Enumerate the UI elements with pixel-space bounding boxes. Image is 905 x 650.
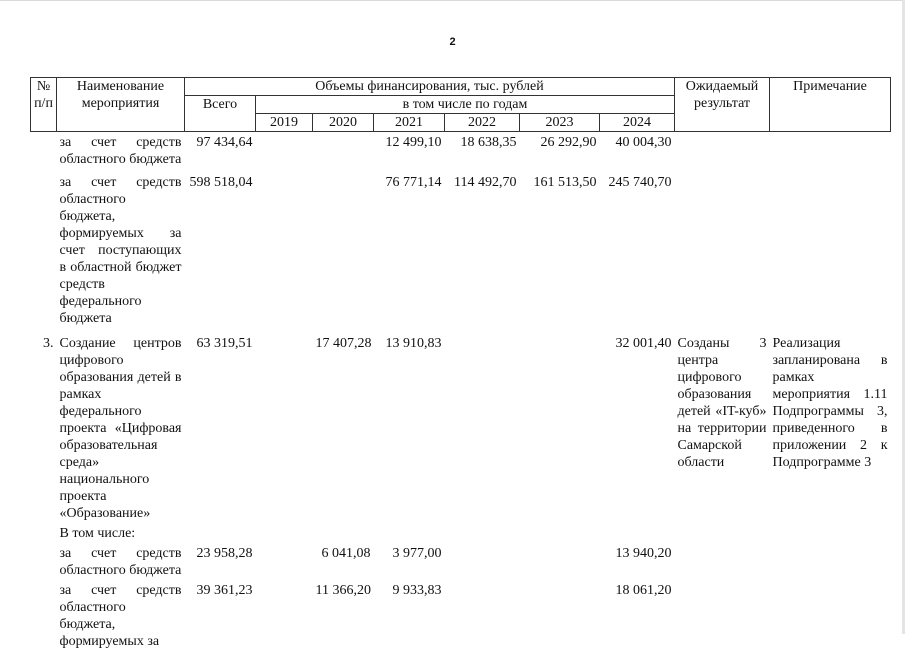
row-2023 <box>520 327 600 522</box>
row-2021: 3 977,00 <box>374 542 445 579</box>
row-2020: 17 407,28 <box>313 327 374 522</box>
row-2020 <box>313 168 374 327</box>
header-year: 2024 <box>600 114 675 132</box>
row-result <box>675 522 770 542</box>
row-2019 <box>256 168 313 327</box>
row-total: 97 434,64 <box>185 132 256 169</box>
row-note <box>770 522 891 542</box>
row-note <box>770 579 891 650</box>
row-total: 63 319,51 <box>185 327 256 522</box>
row-2024: 32 001,40 <box>600 327 675 522</box>
row-2021: 9 933,83 <box>374 579 445 650</box>
row-2019 <box>256 327 313 522</box>
row-note <box>770 132 891 169</box>
row-2022: 18 638,35 <box>445 132 520 169</box>
row-number <box>31 522 57 542</box>
row-number <box>31 132 57 169</box>
header-year: 2020 <box>313 114 374 132</box>
row-note: Реализация запланирована в рамках мероприятия 1.11 Подпрограммы 3, приведенного в приложении 2 к Подпрограмме 3 <box>770 327 891 522</box>
table-row <box>31 579 891 650</box>
row-name: за счет средств областного бюджета <box>57 132 185 169</box>
header-financing: Объемы финансирования, тыс. рублей <box>185 78 675 96</box>
row-2024: 18 061,20 <box>600 579 675 650</box>
row-number <box>31 542 57 579</box>
row-2022 <box>445 522 520 542</box>
row-number <box>31 579 57 650</box>
row-2021: 12 499,10 <box>374 132 445 169</box>
row-2024: 245 740,70 <box>600 168 675 327</box>
header-result: Ожидаемый результат <box>675 78 770 132</box>
row-name: за счет средств областного бюджета, формируемых за <box>57 579 185 650</box>
table-header <box>31 78 891 132</box>
row-name: Создание центров цифрового образования детей в рамках федерального проекта «Цифровая образовательная среда» национального проекта «Образование» <box>57 327 185 522</box>
row-total <box>185 522 256 542</box>
row-2021 <box>374 522 445 542</box>
row-2019 <box>256 132 313 169</box>
row-2022: 114 492,70 <box>445 168 520 327</box>
row-result <box>675 542 770 579</box>
header-year: 2022 <box>445 114 520 132</box>
row-2022 <box>445 542 520 579</box>
header-number: № п/п <box>31 78 57 132</box>
row-result <box>675 168 770 327</box>
row-note <box>770 168 891 327</box>
row-2023: 26 292,90 <box>520 132 600 169</box>
table-row <box>31 522 891 542</box>
table-row <box>31 132 891 169</box>
scan-edge-line <box>0 0 905 1</box>
page-number: 2 <box>0 36 905 48</box>
header-by-years: в том числе по годам <box>256 96 675 114</box>
row-2021: 76 771,14 <box>374 168 445 327</box>
header-name: Наименование мероприятия <box>57 78 185 132</box>
row-2024: 40 004,30 <box>600 132 675 169</box>
row-name: В том числе: <box>57 522 185 542</box>
row-2020: 11 366,20 <box>313 579 374 650</box>
row-number: 3. <box>31 327 57 522</box>
header-year: 2019 <box>256 114 313 132</box>
header-note: Примечание <box>770 78 891 132</box>
row-total: 598 518,04 <box>185 168 256 327</box>
table-row <box>31 168 891 327</box>
table-row <box>31 542 891 579</box>
row-result: Созданы 3 центра цифрового образования детей «IT-куб» на территории Самарской области <box>675 327 770 522</box>
row-2023: 161 513,50 <box>520 168 600 327</box>
row-2019 <box>256 542 313 579</box>
row-note <box>770 542 891 579</box>
table-row <box>31 327 891 522</box>
row-2021: 13 910,83 <box>374 327 445 522</box>
header-year: 2023 <box>520 114 600 132</box>
row-result <box>675 579 770 650</box>
row-2023 <box>520 542 600 579</box>
row-2024: 13 940,20 <box>600 542 675 579</box>
row-2019 <box>256 522 313 542</box>
row-2020 <box>313 522 374 542</box>
row-result <box>675 132 770 169</box>
row-2020: 6 041,08 <box>313 542 374 579</box>
row-2023 <box>520 522 600 542</box>
header-year: 2021 <box>374 114 445 132</box>
row-name: за счет средств областного бюджета, формируемых за счет поступающих в областной бюджет средств федерального бюджета <box>57 168 185 327</box>
row-2019 <box>256 579 313 650</box>
row-name: за счет средств областного бюджета <box>57 542 185 579</box>
table-body <box>31 132 891 650</box>
row-2023 <box>520 579 600 650</box>
row-number <box>31 168 57 327</box>
row-2022 <box>445 327 520 522</box>
header-total: Всего <box>185 96 256 132</box>
row-2024 <box>600 522 675 542</box>
row-2020 <box>313 132 374 169</box>
row-2022 <box>445 579 520 650</box>
financing-table <box>30 77 891 650</box>
row-total: 39 361,23 <box>185 579 256 650</box>
row-total: 23 958,28 <box>185 542 256 579</box>
